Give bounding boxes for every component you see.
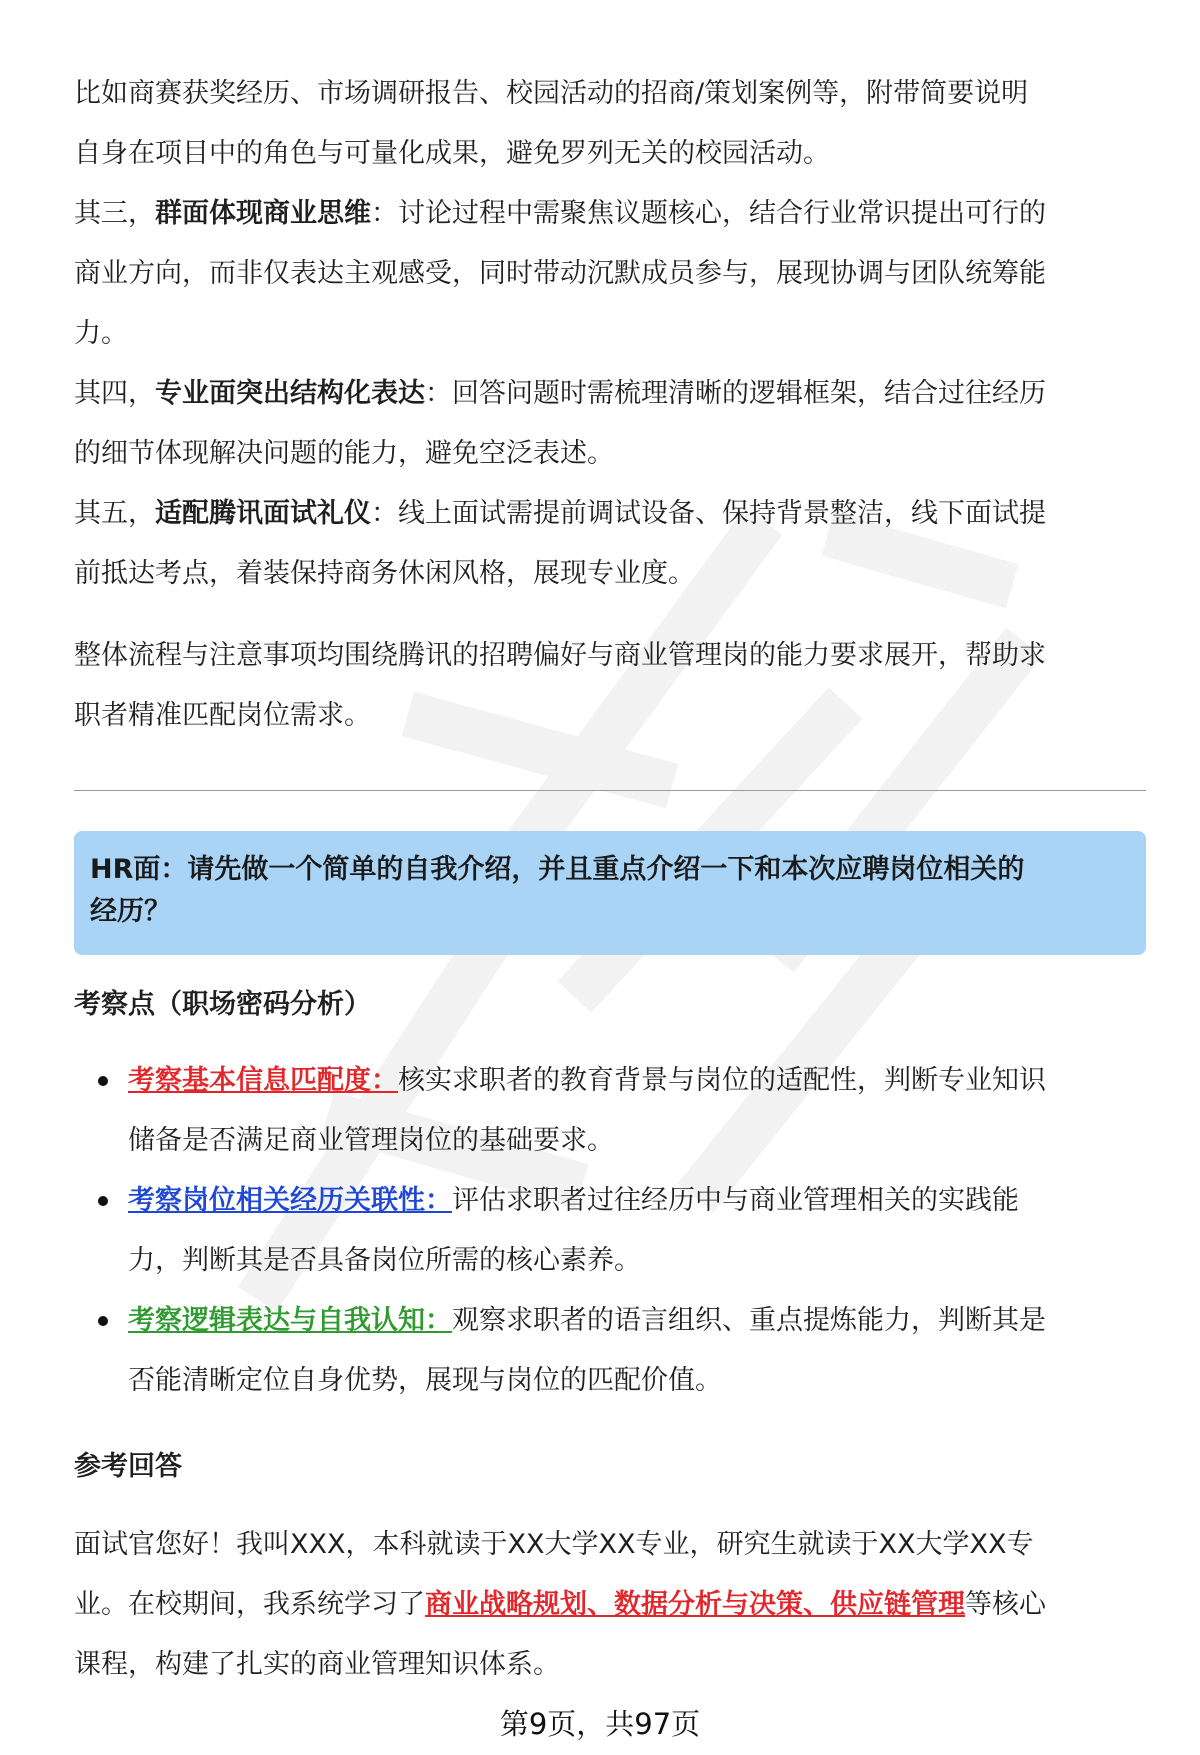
question-callout: HR面：请先做一个简单的自我介绍，并且重点介绍一下和本次应聘岗位相关的 经历？: [74, 831, 1146, 955]
answer-heading: 参考回答: [74, 1451, 182, 1482]
section-divider: [74, 790, 1146, 791]
bullet-icon: [98, 1196, 108, 1206]
tip-title: 群面体现商业思维: [155, 198, 371, 229]
bullet-icon: [98, 1316, 108, 1326]
highlighted-courses: 商业战略规划、数据分析与决策、供应链管理: [425, 1589, 965, 1620]
answer-paragraph: 面试官您好！我叫XXX，本科就读于XX大学XX专业，研究生就读于XX大学XX专 业。在校期间，我系统学习了商业战略规划、数据分析与决策、供应链管理等核心 课程，构建了扎实的商业管理知识体系。: [74, 1529, 1046, 1680]
tip-item-4: 其四，专业面突出结构化表达：回答问题时需梳理清晰的逻辑框架，结合过往经历 的细节体现解决问题的能力，避免空泛表述。: [74, 378, 1046, 469]
tip-title: 专业面突出结构化表达: [155, 378, 425, 409]
bullet-icon: [98, 1076, 108, 1086]
assessment-points-list: [74, 1051, 1146, 1411]
list-item: 考察岗位相关经历关联性：评估求职者过往经历中与商业管理相关的实践能 力，判断其是否具备岗位所需的核心素养。: [74, 1171, 1146, 1291]
list-item: 考察逻辑表达与自我认知：观察求职者的语言组织、重点提炼能力，判断其是 否能清晰定位自身优势，展现与岗位的匹配价值。: [74, 1291, 1146, 1411]
points-heading: 考察点（职场密码分析）: [74, 989, 371, 1020]
tip-item-3: 其三，群面体现商业思维：讨论过程中需聚焦议题核心，结合行业常识提出可行的 商业方向，而非仅表达主观感受，同时带动沉默成员参与，展现协调与团队统筹能 力。: [74, 198, 1046, 349]
summary-paragraph: 整体流程与注意事项均围绕腾讯的招聘偏好与商业管理岗的能力要求展开，帮助求 职者精准匹配岗位需求。: [74, 640, 1046, 731]
tip-title: 适配腾讯面试礼仪: [155, 498, 371, 529]
list-item: 考察基本信息匹配度：核实求职者的教育背景与岗位的适配性，判断专业知识 储备是否满足商业管理岗位的基础要求。: [74, 1051, 1146, 1171]
paragraph-context: 比如商赛获奖经历、市场调研报告、校园活动的招商/策划案例等，附带简要说明 自身在项目中的角色与可量化成果，避免罗列无关的校园活动。: [74, 78, 1029, 169]
point-label: 考察逻辑表达与自我认知：: [128, 1305, 452, 1336]
page-number: 第9页，共97页: [499, 1707, 701, 1741]
tip-item-5: 其五，适配腾讯面试礼仪：线上面试需提前调试设备、保持背景整洁，线下面试提 前抵达考点，着装保持商务休闲风格，展现专业度。: [74, 498, 1046, 589]
point-label: 考察基本信息匹配度：: [128, 1065, 398, 1096]
page-content: [74, 64, 1146, 1695]
point-label: 考察岗位相关经历关联性：: [128, 1185, 452, 1216]
